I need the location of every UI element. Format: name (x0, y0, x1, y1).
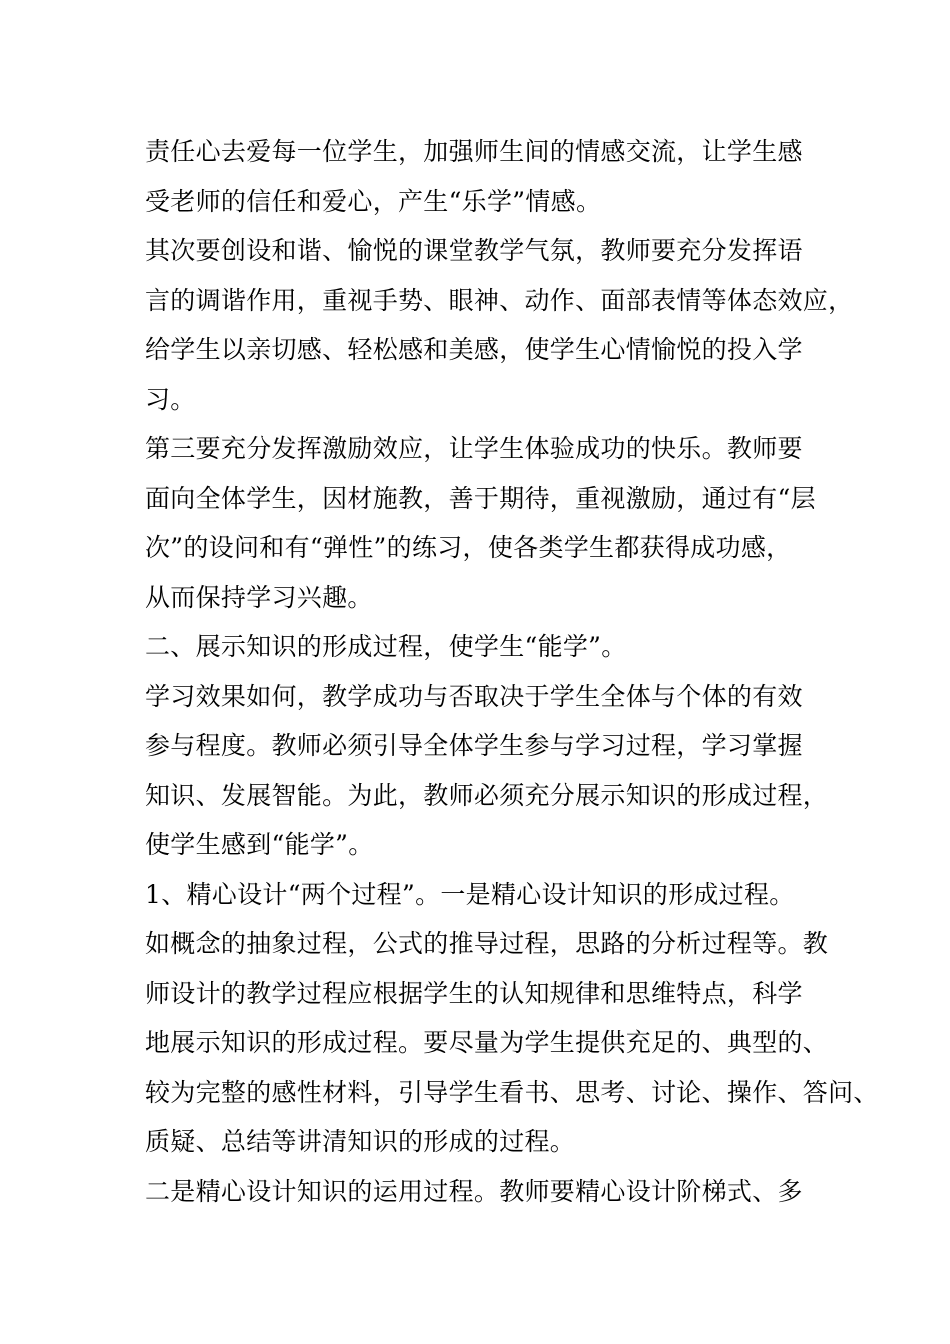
text-line-4: 言的调谐作用，重视手势、眼神、动作、面部表情等体态效应， (145, 285, 854, 315)
text-line-16: 1、精心设计“两个过程”。一是精心设计知识的形成过程。 (145, 879, 795, 909)
text-line-14: 知识、发展智能。为此，教师必须充分展示知识的形成过程， (145, 780, 829, 810)
text-line-9: 次”的设问和有“弹性”的练习，使各类学生都获得成功感， (145, 533, 792, 562)
text-line-1: 责任心去爱每一位学生，加强师生间的情感交流，让学生感 (145, 137, 803, 166)
text-line-12: 学习效果如何，教学成功与否取决于学生全体与个体的有效 (145, 681, 803, 711)
text-line-13: 参与程度。教师必须引导全体学生参与学习过程，学习掌握 (145, 731, 803, 760)
section-heading-line: 二、展示知识的形成过程，使学生“能学”。 (145, 632, 627, 661)
text-line-20: 较为完整的感性材料，引导学生看书、思考、讨论、操作、答问、 (145, 1077, 879, 1107)
text-line-19: 地展示知识的形成过程。要尽量为学生提供充足的、典型的、 (145, 1028, 829, 1057)
text-line-6: 习。 (145, 384, 196, 414)
text-line-8: 面向全体学生，因材施教，善于期待，重视激励，通过有“层 (145, 483, 816, 513)
text-line-7: 第三要充分发挥激励效应，让学生体验成功的快乐。教师要 (145, 434, 803, 463)
text-line-10: 从而保持学习兴趣。 (145, 582, 373, 612)
text-line-17: 如概念的抽象过程，公式的推导过程，思路的分析过程等。教 (145, 929, 829, 958)
text-line-3: 其次要创设和谐、愉悦的课堂教学气氛，教师要充分发挥语 (145, 236, 803, 265)
document-body (145, 127, 879, 1216)
text-line-22: 二是精心设计知识的运用过程。教师要精心设计阶梯式、多 (145, 1176, 803, 1206)
text-line-5: 给学生以亲切感、轻松感和美感，使学生心情愉悦的投入学 (145, 335, 803, 364)
text-line-2: 受老师的信任和爱心，产生“乐学”情感。 (145, 186, 602, 216)
text-line-15: 使学生感到“能学”。 (145, 830, 374, 859)
text-line-18: 师设计的教学过程应根据学生的认知规律和思维特点，科学 (145, 978, 803, 1008)
text-line-21: 质疑、总结等讲清知识的形成的过程。 (145, 1127, 576, 1156)
